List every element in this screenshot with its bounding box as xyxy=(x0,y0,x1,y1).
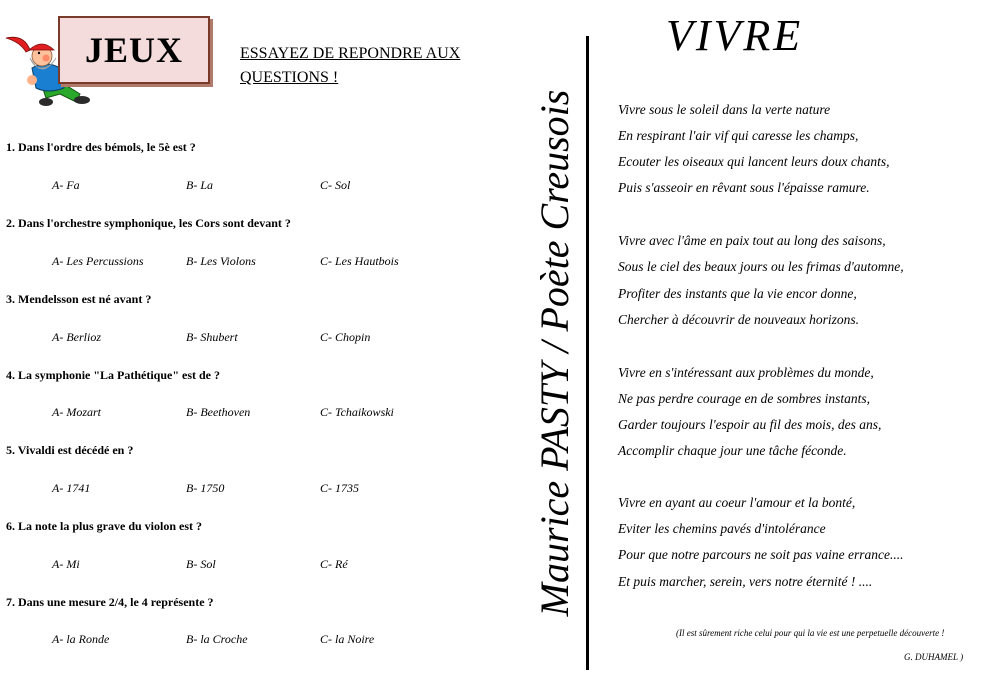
answer-5-a: A- 1741 xyxy=(52,481,91,495)
verse-3: Ecouter les oiseaux qui lancent leurs doux chants, xyxy=(618,154,890,169)
question-6: 6. La note la plus grave du violon est ? xyxy=(6,519,203,533)
verse-13: Vivre en ayant au coeur l'amour et la bonté, xyxy=(618,495,856,510)
verse-8: Chercher à découvrir de nouveaux horizons. xyxy=(618,312,859,327)
question-2: 2. Dans l'orchestre symphonique, les Cors sont devant ? xyxy=(6,216,291,230)
answer-6-a: A- Mi xyxy=(52,557,80,571)
games-title: JEUX xyxy=(58,16,210,84)
verse-11: Garder toujours l'espoir au fil des mois, des ans, xyxy=(618,417,882,432)
closing-quote: (Il est sûrement riche celui pour qui la vie est une perpetuelle découverte ! xyxy=(676,628,945,638)
games-intro: ESSAYEZ DE REPONDRE AUX QUESTIONS ! xyxy=(240,45,461,86)
answer-4-a: A- Mozart xyxy=(52,405,101,419)
answer-7-c: C- la Noire xyxy=(320,632,375,646)
answer-4-c: C- Tchaikowski xyxy=(320,405,394,419)
verse-10: Ne pas perdre courage en de sombres instants, xyxy=(618,391,870,406)
verse-4: Puis s'asseoir en rêvant sous l'épaisse ramure. xyxy=(618,180,870,195)
answer-1-c: C- Sol xyxy=(320,178,351,192)
answer-3-b: B- Shubert xyxy=(186,330,238,344)
answer-4-b: B- Beethoven xyxy=(186,405,251,419)
verse-5: Vivre avec l'âme en paix tout au long des saisons, xyxy=(618,233,886,248)
answer-3-a: A- Berlioz xyxy=(52,330,101,344)
poem-title: VIVRE xyxy=(666,11,804,60)
answer-3-c: C- Chopin xyxy=(320,330,371,344)
question-1: 1. Dans l'ordre des bémols, le 5è est ? xyxy=(6,140,196,154)
verse-16: Et puis marcher, serein, vers notre éternité ! .... xyxy=(618,574,873,589)
answer-5-c: C- 1735 xyxy=(320,481,359,495)
verse-15: Pour que notre parcours ne soit pas vaine errance.... xyxy=(618,547,904,562)
answer-6-b: B- Sol xyxy=(186,557,216,571)
answer-2-b: B- Les Violons xyxy=(186,254,256,268)
author-banner xyxy=(530,36,580,670)
verse-7: Profiter des instants que la vie encor donne, xyxy=(618,286,857,301)
quote-author: G. DUHAMEL ) xyxy=(904,652,964,662)
question-5: 5. Vivaldi est décédé en ? xyxy=(6,443,134,457)
verse-6: Sous le ciel des beaux jours ou les frimas d'automne, xyxy=(618,259,904,274)
answer-2-c: C- Les Hautbois xyxy=(320,254,399,268)
question-7: 7. Dans une mesure 2/4, le 4 représente ? xyxy=(6,595,214,609)
answer-6-c: C- Ré xyxy=(320,557,348,571)
answer-1-b: B- La xyxy=(186,178,213,192)
question-4: 4. La symphonie "La Pathétique" est de ? xyxy=(6,368,221,382)
verse-9: Vivre en s'intéressant aux problèmes du monde, xyxy=(618,365,874,380)
question-3: 3. Mendelsson est né avant ? xyxy=(6,292,152,306)
verse-1: Vivre sous le soleil dans la verte nature xyxy=(618,102,831,117)
answer-5-b: B- 1750 xyxy=(186,481,225,495)
answer-7-a: A- la Ronde xyxy=(52,632,110,646)
verse-2: En respirant l'air vif qui caresse les champs, xyxy=(618,128,859,143)
vertical-divider xyxy=(586,36,589,670)
author-name: Maurice PASTY / Poète Creusois xyxy=(532,89,577,617)
verse-14: Eviter les chemins pavés d'intolérance xyxy=(618,521,826,536)
answer-2-a: A- Les Percussions xyxy=(52,254,144,268)
answer-7-b: B- la Croche xyxy=(186,632,248,646)
answer-1-a: A- Fa xyxy=(52,178,80,192)
verse-12: Accomplir chaque jour une tâche féconde. xyxy=(618,443,847,458)
